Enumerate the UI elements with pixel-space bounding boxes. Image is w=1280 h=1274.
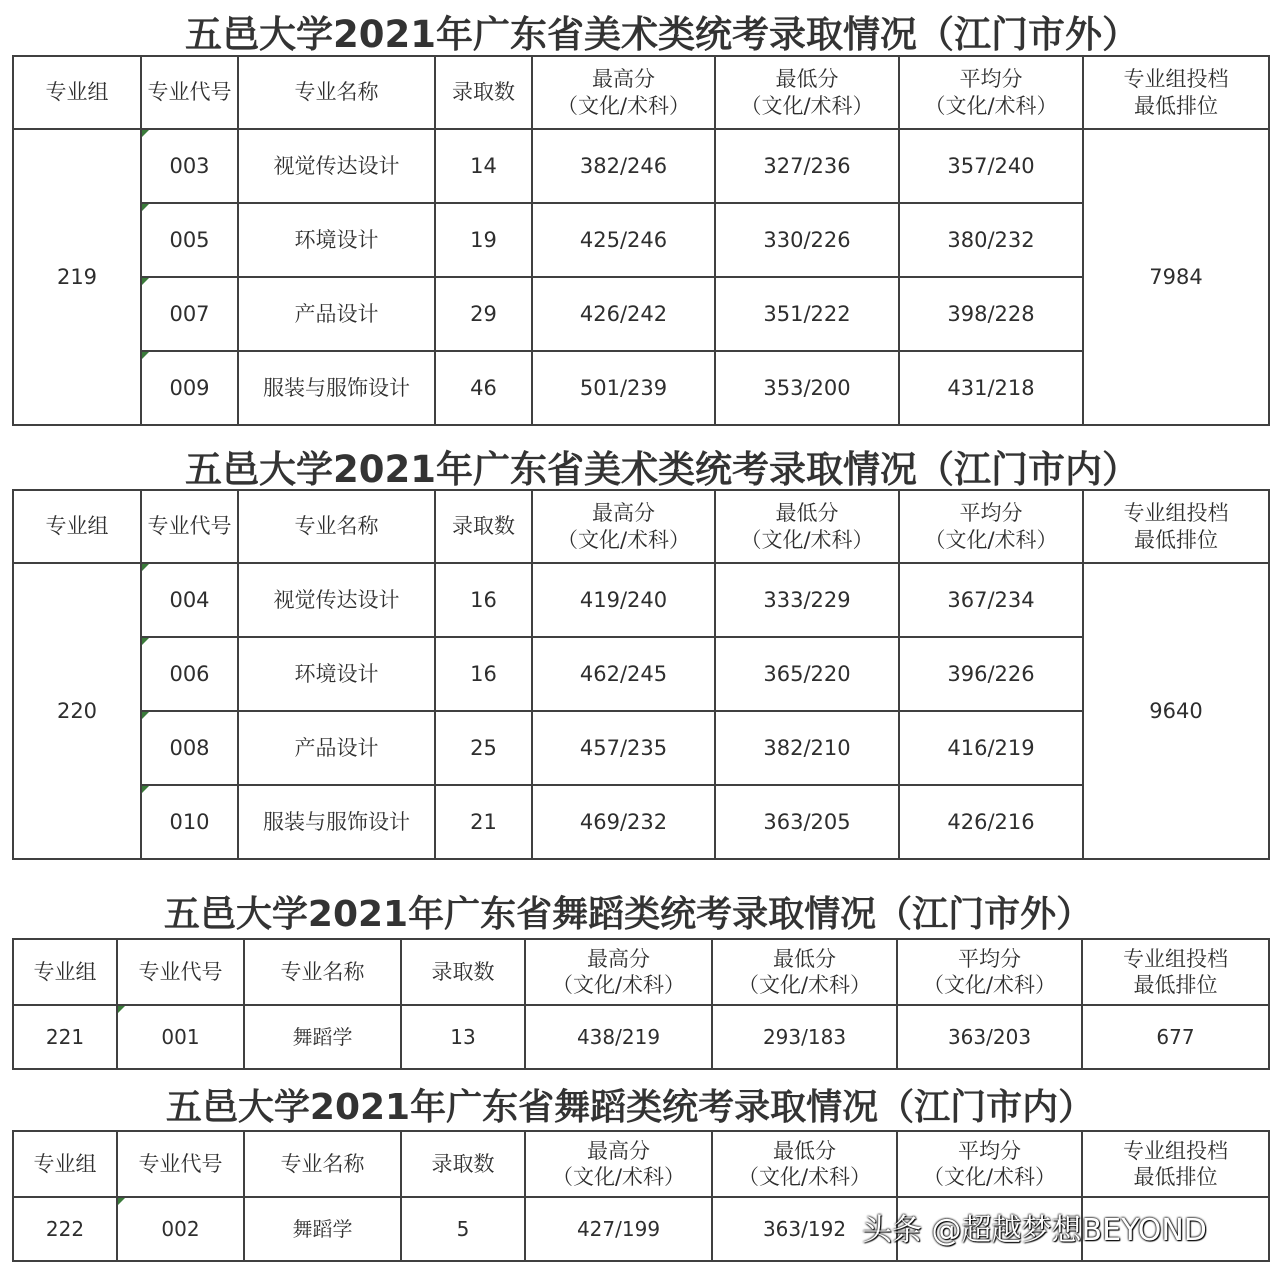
header-count: 录取数 — [401, 939, 525, 1005]
header-avg-sub: （文化/术科） — [922, 1165, 1057, 1189]
avg-cell: 357/240 — [899, 129, 1083, 203]
header-rank — [1083, 490, 1269, 563]
avg-cell: 426/216 — [899, 785, 1083, 859]
header-group: 专业组 — [13, 490, 141, 563]
header-max — [532, 56, 715, 129]
section-title: 五邑大学2021年广东省舞蹈类统考录取情况（江门市外） — [163, 894, 1093, 935]
count-cell: 29 — [435, 277, 532, 351]
max-cell: 469/232 — [532, 785, 715, 859]
header-group: 专业组 — [13, 1131, 117, 1197]
header-max-label: 最高分 — [587, 946, 650, 971]
art-admission-table-inside — [12, 489, 1270, 860]
count-cell: 25 — [435, 711, 532, 785]
header-max-label: 最高分 — [592, 67, 655, 92]
header-rank — [1082, 1131, 1269, 1197]
name-cell: 视觉传达设计 — [238, 129, 435, 203]
header-name: 专业名称 — [238, 490, 435, 563]
min-cell: 327/236 — [715, 129, 899, 203]
code-cell: 002 — [117, 1197, 244, 1261]
table-row — [13, 277, 1269, 351]
rank-cell: 7984 — [1083, 129, 1269, 425]
header-max-sub: （文化/术科） — [556, 527, 691, 552]
header-name: 专业名称 — [244, 1131, 401, 1197]
header-rank — [1083, 56, 1269, 129]
header-rank-label2: 最低排位 — [1134, 527, 1218, 552]
table-row — [13, 129, 1269, 203]
group-cell: 219 — [13, 129, 141, 425]
header-count: 录取数 — [435, 56, 532, 129]
count-cell: 16 — [435, 563, 532, 637]
header-max-sub: （文化/术科） — [551, 973, 686, 997]
code-cell: 007 — [141, 277, 238, 351]
name-cell: 服装与服饰设计 — [238, 351, 435, 425]
code-cell: 008 — [141, 711, 238, 785]
table-row — [13, 637, 1269, 711]
rank-cell: 677 — [1082, 1005, 1269, 1069]
header-avg-sub: （文化/术科） — [924, 527, 1058, 552]
header-avg-label: 平均分 — [959, 67, 1023, 92]
header-group: 专业组 — [13, 939, 117, 1005]
header-code: 专业代号 — [117, 1131, 244, 1197]
rank-cell: 9640 — [1083, 563, 1269, 859]
min-cell: 363/192 — [712, 1197, 897, 1261]
max-cell: 426/242 — [532, 277, 715, 351]
count-cell: 46 — [435, 351, 532, 425]
header-avg-sub: （文化/术科） — [924, 93, 1058, 118]
max-cell: 462/245 — [532, 637, 715, 711]
table-row — [13, 203, 1269, 277]
header-avg-label: 平均分 — [958, 1138, 1021, 1163]
avg-cell: 431/218 — [899, 351, 1083, 425]
name-cell: 产品设计 — [238, 711, 435, 785]
header-avg — [899, 490, 1083, 563]
dance-admission-table-outside — [12, 938, 1270, 1070]
header-avg-label: 平均分 — [959, 501, 1023, 526]
group-cell: 221 — [13, 1005, 117, 1069]
avg-cell: 380/232 — [899, 203, 1083, 277]
header-rank-label1: 专业组投档 — [1123, 1138, 1228, 1163]
header-avg — [897, 1131, 1082, 1197]
header-rank-label2: 最低排位 — [1134, 93, 1218, 118]
min-cell: 365/220 — [715, 637, 899, 711]
header-max-label: 最高分 — [587, 1138, 650, 1163]
max-cell: 438/219 — [525, 1005, 712, 1069]
header-min — [712, 939, 897, 1005]
header-min-sub: （文化/术科） — [740, 527, 874, 552]
header-min-sub: （文化/术科） — [737, 1165, 872, 1189]
header-rank — [1082, 939, 1269, 1005]
header-rank-label2: 最低排位 — [1133, 1165, 1218, 1189]
max-cell: 425/246 — [532, 203, 715, 277]
header-rank-label2: 最低排位 — [1133, 973, 1218, 997]
header-avg-label: 平均分 — [958, 946, 1021, 971]
header-avg-sub: （文化/术科） — [922, 973, 1057, 997]
code-cell: 004 — [141, 563, 238, 637]
header-max — [525, 939, 712, 1005]
table-row — [13, 563, 1269, 637]
name-cell: 舞蹈学 — [244, 1197, 401, 1261]
min-cell: 330/226 — [715, 203, 899, 277]
table-row — [13, 1005, 1269, 1069]
watermark: 头条 @超越梦想BEYOND — [862, 1213, 1207, 1248]
table-row — [13, 351, 1269, 425]
header-max — [525, 1131, 712, 1197]
min-cell: 363/205 — [715, 785, 899, 859]
art-admission-table-outside — [12, 55, 1270, 426]
header-min-label: 最低分 — [775, 67, 839, 92]
min-cell: 353/200 — [715, 351, 899, 425]
header-min — [715, 56, 899, 129]
header-count: 录取数 — [435, 490, 532, 563]
header-min-label: 最低分 — [775, 501, 839, 526]
header-min-sub: （文化/术科） — [740, 93, 874, 118]
max-cell: 457/235 — [532, 711, 715, 785]
code-cell: 009 — [141, 351, 238, 425]
count-cell: 13 — [401, 1005, 525, 1069]
header-rank-label1: 专业组投档 — [1123, 501, 1229, 526]
group-cell: 220 — [13, 563, 141, 859]
header-group: 专业组 — [13, 56, 141, 129]
header-code: 专业代号 — [141, 490, 238, 563]
avg-cell: 367/234 — [899, 563, 1083, 637]
name-cell: 舞蹈学 — [244, 1005, 401, 1069]
table-row — [13, 785, 1269, 859]
code-cell: 010 — [141, 785, 238, 859]
header-avg — [899, 56, 1083, 129]
header-rank-label1: 专业组投档 — [1123, 67, 1229, 92]
min-cell: 293/183 — [712, 1005, 897, 1069]
count-cell: 19 — [435, 203, 532, 277]
max-cell: 382/246 — [532, 129, 715, 203]
avg-cell: 363/203 — [897, 1005, 1082, 1069]
count-cell: 14 — [435, 129, 532, 203]
header-max-label: 最高分 — [592, 501, 655, 526]
header-rank-label1: 专业组投档 — [1123, 946, 1228, 971]
section-title: 五邑大学2021年广东省舞蹈类统考录取情况（江门市内） — [165, 1087, 1095, 1128]
name-cell: 环境设计 — [238, 637, 435, 711]
min-cell: 333/229 — [715, 563, 899, 637]
code-cell: 001 — [117, 1005, 244, 1069]
name-cell: 视觉传达设计 — [238, 563, 435, 637]
group-cell: 222 — [13, 1197, 117, 1261]
header-code: 专业代号 — [117, 939, 244, 1005]
page-title: 五邑大学2021年广东省美术类统考录取情况（江门市外） — [185, 13, 1139, 56]
count-cell: 21 — [435, 785, 532, 859]
header-name: 专业名称 — [238, 56, 435, 129]
max-cell: 427/199 — [525, 1197, 712, 1261]
code-cell: 005 — [141, 203, 238, 277]
min-cell: 382/210 — [715, 711, 899, 785]
code-cell: 003 — [141, 129, 238, 203]
name-cell: 服装与服饰设计 — [238, 785, 435, 859]
header-avg — [897, 939, 1082, 1005]
header-name: 专业名称 — [244, 939, 401, 1005]
max-cell: 419/240 — [532, 563, 715, 637]
section-title: 五邑大学2021年广东省美术类统考录取情况（江门市内） — [185, 448, 1139, 491]
header-code: 专业代号 — [141, 56, 238, 129]
header-min-label: 最低分 — [773, 1138, 836, 1163]
min-cell: 351/222 — [715, 277, 899, 351]
name-cell: 产品设计 — [238, 277, 435, 351]
max-cell: 501/239 — [532, 351, 715, 425]
header-count: 录取数 — [401, 1131, 525, 1197]
header-max — [532, 490, 715, 563]
code-cell: 006 — [141, 637, 238, 711]
avg-cell: 396/226 — [899, 637, 1083, 711]
header-min — [715, 490, 899, 563]
header-min-label: 最低分 — [773, 946, 836, 971]
header-min — [712, 1131, 897, 1197]
avg-cell: 398/228 — [899, 277, 1083, 351]
count-cell: 16 — [435, 637, 532, 711]
table-row — [13, 711, 1269, 785]
header-max-sub: （文化/术科） — [551, 1165, 686, 1189]
header-min-sub: （文化/术科） — [737, 973, 872, 997]
count-cell: 5 — [401, 1197, 525, 1261]
name-cell: 环境设计 — [238, 203, 435, 277]
header-max-sub: （文化/术科） — [556, 93, 691, 118]
avg-cell: 416/219 — [899, 711, 1083, 785]
